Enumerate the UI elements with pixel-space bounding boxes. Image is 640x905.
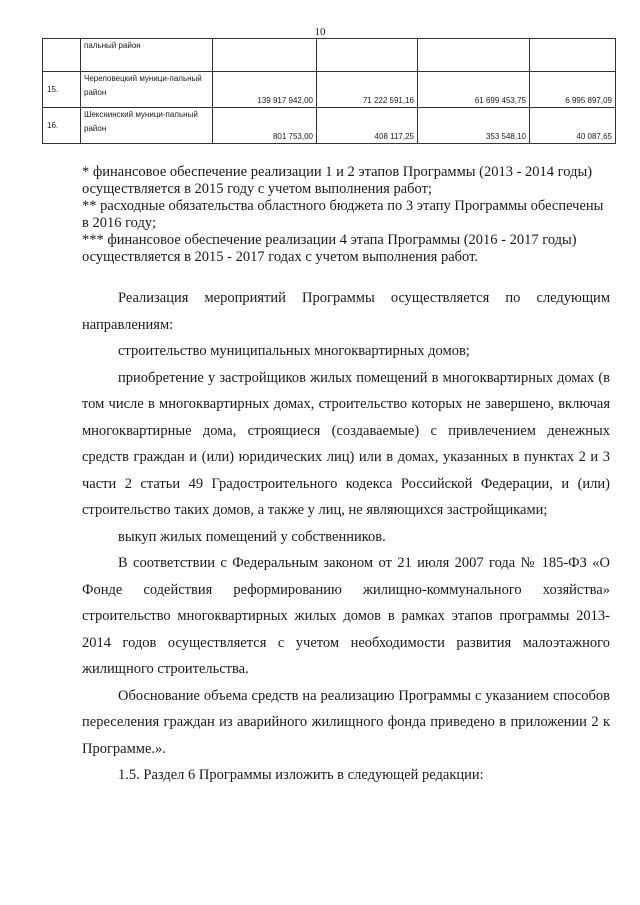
value-cell: 408 117,25 bbox=[317, 108, 418, 144]
paragraph: 1.5. Раздел 6 Программы изложить в следующей редакции: bbox=[118, 767, 484, 783]
value-cell: 353 548,10 bbox=[418, 108, 530, 144]
footnote: *** финансовое обеспечение реализации 4 этапа Программы (2016 - 2017 годы) осуществляется в 2015 - 2017 годах с учетом выполнения работ. bbox=[82, 232, 577, 265]
footnotes bbox=[82, 164, 610, 266]
value-cell: 40 087,65 bbox=[530, 108, 616, 144]
value-cell: 801 753,00 bbox=[213, 108, 317, 144]
value-cell: 139 917 942,00 bbox=[213, 72, 317, 108]
table-row bbox=[43, 72, 616, 108]
row-index: 16. bbox=[43, 108, 81, 144]
body-text bbox=[82, 285, 610, 789]
value-cell bbox=[418, 39, 530, 72]
page-number: 10 bbox=[314, 26, 326, 38]
value-cell: 61 699 453,75 bbox=[418, 72, 530, 108]
paragraph: Реализация мероприятий Программы осуществляется по следующим направлениям: bbox=[82, 290, 610, 333]
paragraph: В соответствии с Федеральным законом от 21 июля 2007 года № 185-ФЗ «О Фонде содействия реформированию жилищно-коммунального хозяйства» строительство многоквартирных жилых домов в рамках этапов программы 2013-2014 годов осуществляется с учетом необходимости развития малоэтажного жилищного строительства. bbox=[82, 555, 610, 677]
row-index bbox=[43, 39, 81, 72]
paragraph: строительство муниципальных многоквартирных домов; bbox=[118, 343, 470, 359]
row-index: 15. bbox=[43, 72, 81, 108]
value-cell: 6 995 897,09 bbox=[530, 72, 616, 108]
value-cell bbox=[213, 39, 317, 72]
value-cell bbox=[317, 39, 418, 72]
footnote: * финансовое обеспечение реализации 1 и 2 этапов Программы (2013 - 2014 годы) осуществляется в 2015 году с учетом выполнения работ; bbox=[82, 164, 593, 197]
paragraph: Обоснование объема средств на реализацию Программы с указанием способов переселения граждан из аварийного жилищного фонда приведено в приложении 2 к Программе.». bbox=[82, 687, 610, 757]
paragraph: выкуп жилых помещений у собственников. bbox=[118, 528, 386, 545]
municipality-name: Череповецкий муници-пальный район bbox=[81, 72, 213, 108]
municipality-name: Шекснинский муници-пальный район bbox=[81, 108, 213, 144]
paragraph: приобретение у застройщиков жилых помещений в многоквартирных домах (в том числе в многоквартирных домах, строительство которых не завершено, включая многоквартирные дома, строящиеся (создаваемые) с привлечением денежных средств граждан и (или) юридических лиц) или в домах, указанных в пунктах 2 и 3 части 2 статьи 49 Градостроительного кодекса Российской Федерации, и (или) строительство таких домов, а также у лиц, не являющихся застройщиками; bbox=[82, 369, 610, 518]
municipality-name: пальный район bbox=[81, 39, 213, 72]
table-row bbox=[43, 39, 616, 72]
table-row bbox=[43, 108, 616, 144]
value-cell bbox=[530, 39, 616, 72]
value-cell: 71 222 591,16 bbox=[317, 72, 418, 108]
municipal-funding-table bbox=[42, 38, 616, 144]
footnote: ** расходные обязательства областного бюджета по 3 этапу Программы обеспечены в 2016 году; bbox=[82, 198, 604, 231]
